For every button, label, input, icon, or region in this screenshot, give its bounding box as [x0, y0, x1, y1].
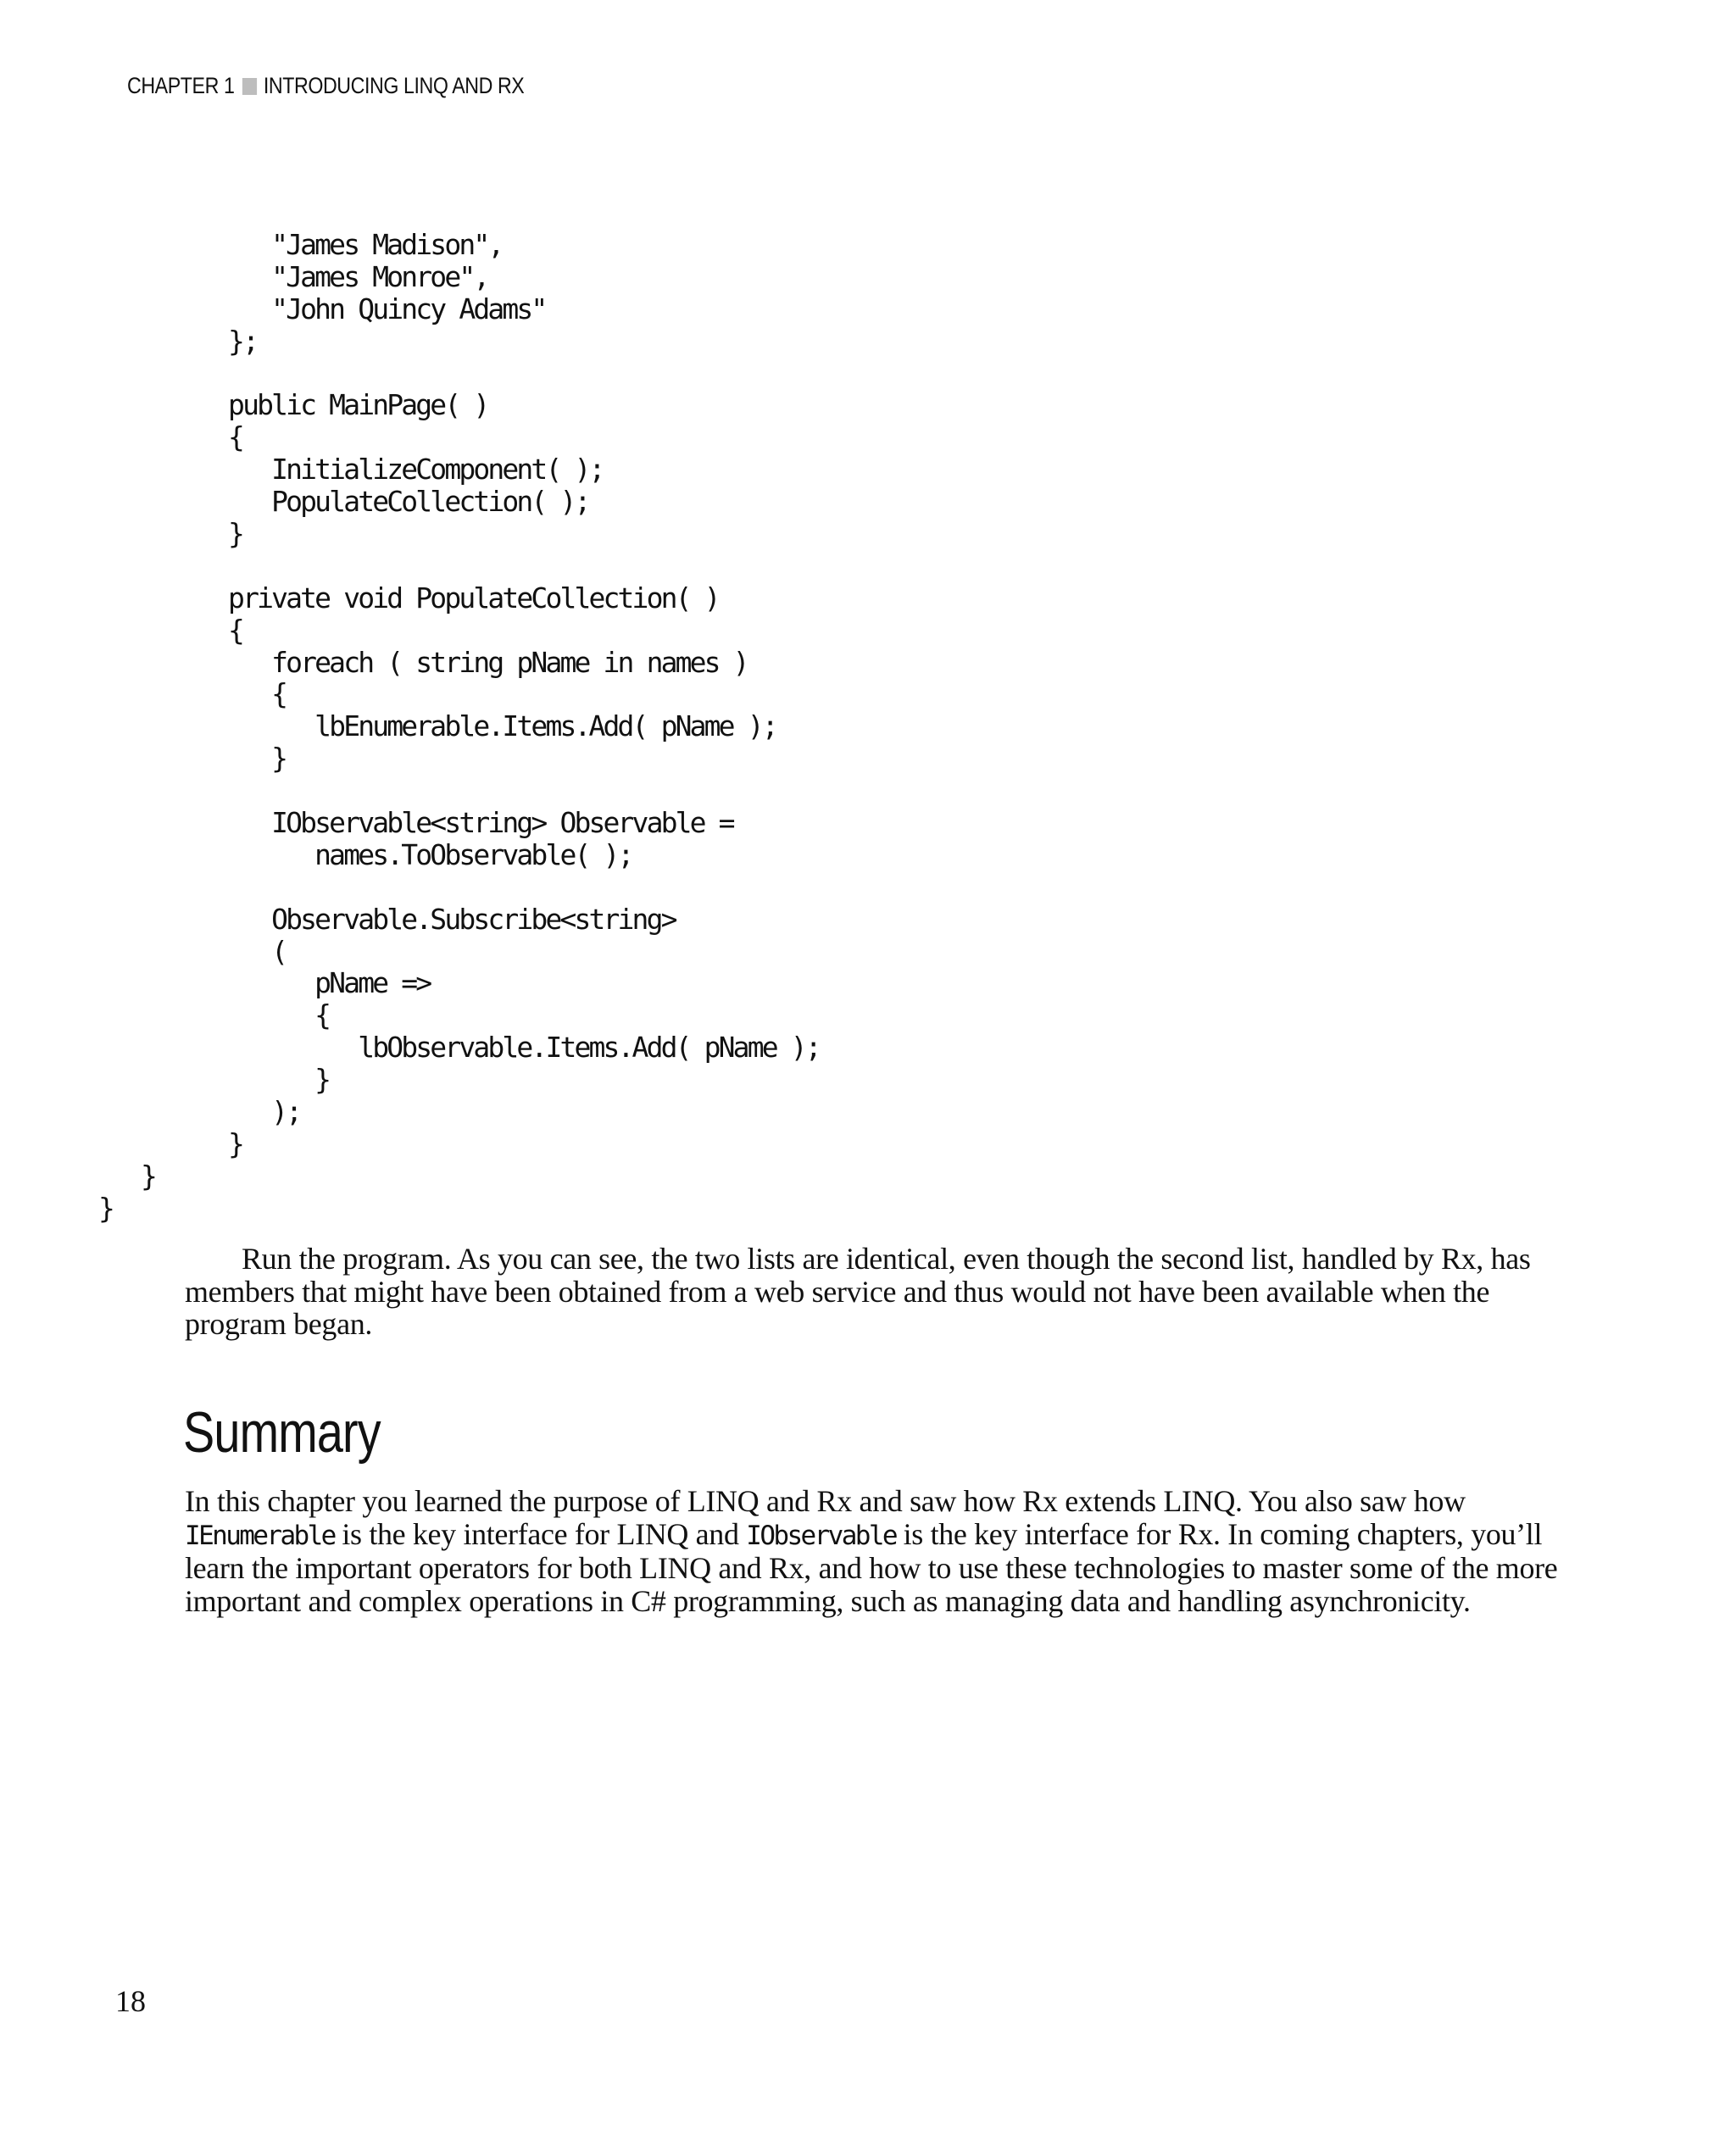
- code-line: }: [185, 1063, 330, 1097]
- code-line: InitializeComponent( );: [185, 453, 604, 487]
- code-line: Observable.Subscribe<string>: [185, 902, 676, 936]
- code-line: lbEnumerable.Items.Add( pName );: [185, 709, 776, 743]
- code-line: };: [185, 324, 258, 358]
- code-line: foreach ( string pName in names ): [185, 645, 748, 679]
- summary-paragraph: [185, 1485, 1558, 1617]
- code-line: }: [185, 1126, 243, 1160]
- code-line: private void PopulateCollection( ): [185, 581, 719, 614]
- code-line: [185, 550, 820, 582]
- code-line: {: [185, 613, 243, 647]
- summary-text-part: is the key interface for Rx. In coming chapters, you’ll learn the important operators for both LINQ and Rx, and how to use these technologies to master some of the more important and complex operations in C# programming, such as managing data and handling asynchronicity.: [185, 1516, 1558, 1618]
- run-program-paragraph: Run the program. As you can see, the two lists are identical, even though the second list, handled by Rx, has members that might have been obtained from a web service and thus would not have been available when the program began.: [185, 1242, 1531, 1341]
- code-line: lbObservable.Items.Add( pName );: [185, 1031, 820, 1065]
- code-line: [185, 775, 820, 807]
- running-head-chapter: CHAPTER 1: [127, 73, 235, 98]
- running-head-title: INTRODUCING LINQ AND RX: [263, 73, 525, 98]
- code-listing: [98, 228, 820, 1225]
- code-line: "John Quincy Adams": [185, 292, 546, 325]
- summary-heading: Summary: [183, 1400, 381, 1465]
- code-line: {: [185, 998, 330, 1032]
- code-line: "James Madison",: [185, 228, 503, 261]
- code-line: );: [185, 1095, 301, 1129]
- code-line: (: [185, 934, 287, 968]
- page-number: 18: [115, 1984, 146, 2018]
- code-line: }: [185, 517, 243, 551]
- code-line: }: [98, 1191, 114, 1225]
- code-line: }: [141, 1159, 156, 1193]
- code-line: {: [185, 420, 243, 454]
- summary-text-part: is the key interface for LINQ and: [334, 1516, 747, 1551]
- code-line: "James Monroe",: [185, 259, 488, 293]
- code-line: {: [185, 677, 287, 711]
- code-line: names.ToObservable( );: [185, 837, 632, 871]
- code-line: IObservable<string> Observable =: [185, 806, 733, 840]
- summary-text-part: In this chapter you learned the purpose of LINQ and Rx and saw how Rx extends LINQ. You also saw how: [185, 1484, 1466, 1518]
- running-head: [127, 73, 524, 99]
- inline-code-ienumerable: IEnumerable: [185, 1520, 335, 1551]
- code-line: [185, 871, 820, 904]
- code-line: [185, 358, 820, 390]
- code-line: public MainPage( ): [185, 388, 488, 422]
- running-head-separator-square: [242, 78, 257, 95]
- code-line: }: [185, 742, 287, 776]
- code-line: PopulateCollection( );: [185, 485, 589, 519]
- inline-code-iobservable: IObservable: [746, 1520, 896, 1551]
- code-line: pName =>: [185, 966, 431, 1000]
